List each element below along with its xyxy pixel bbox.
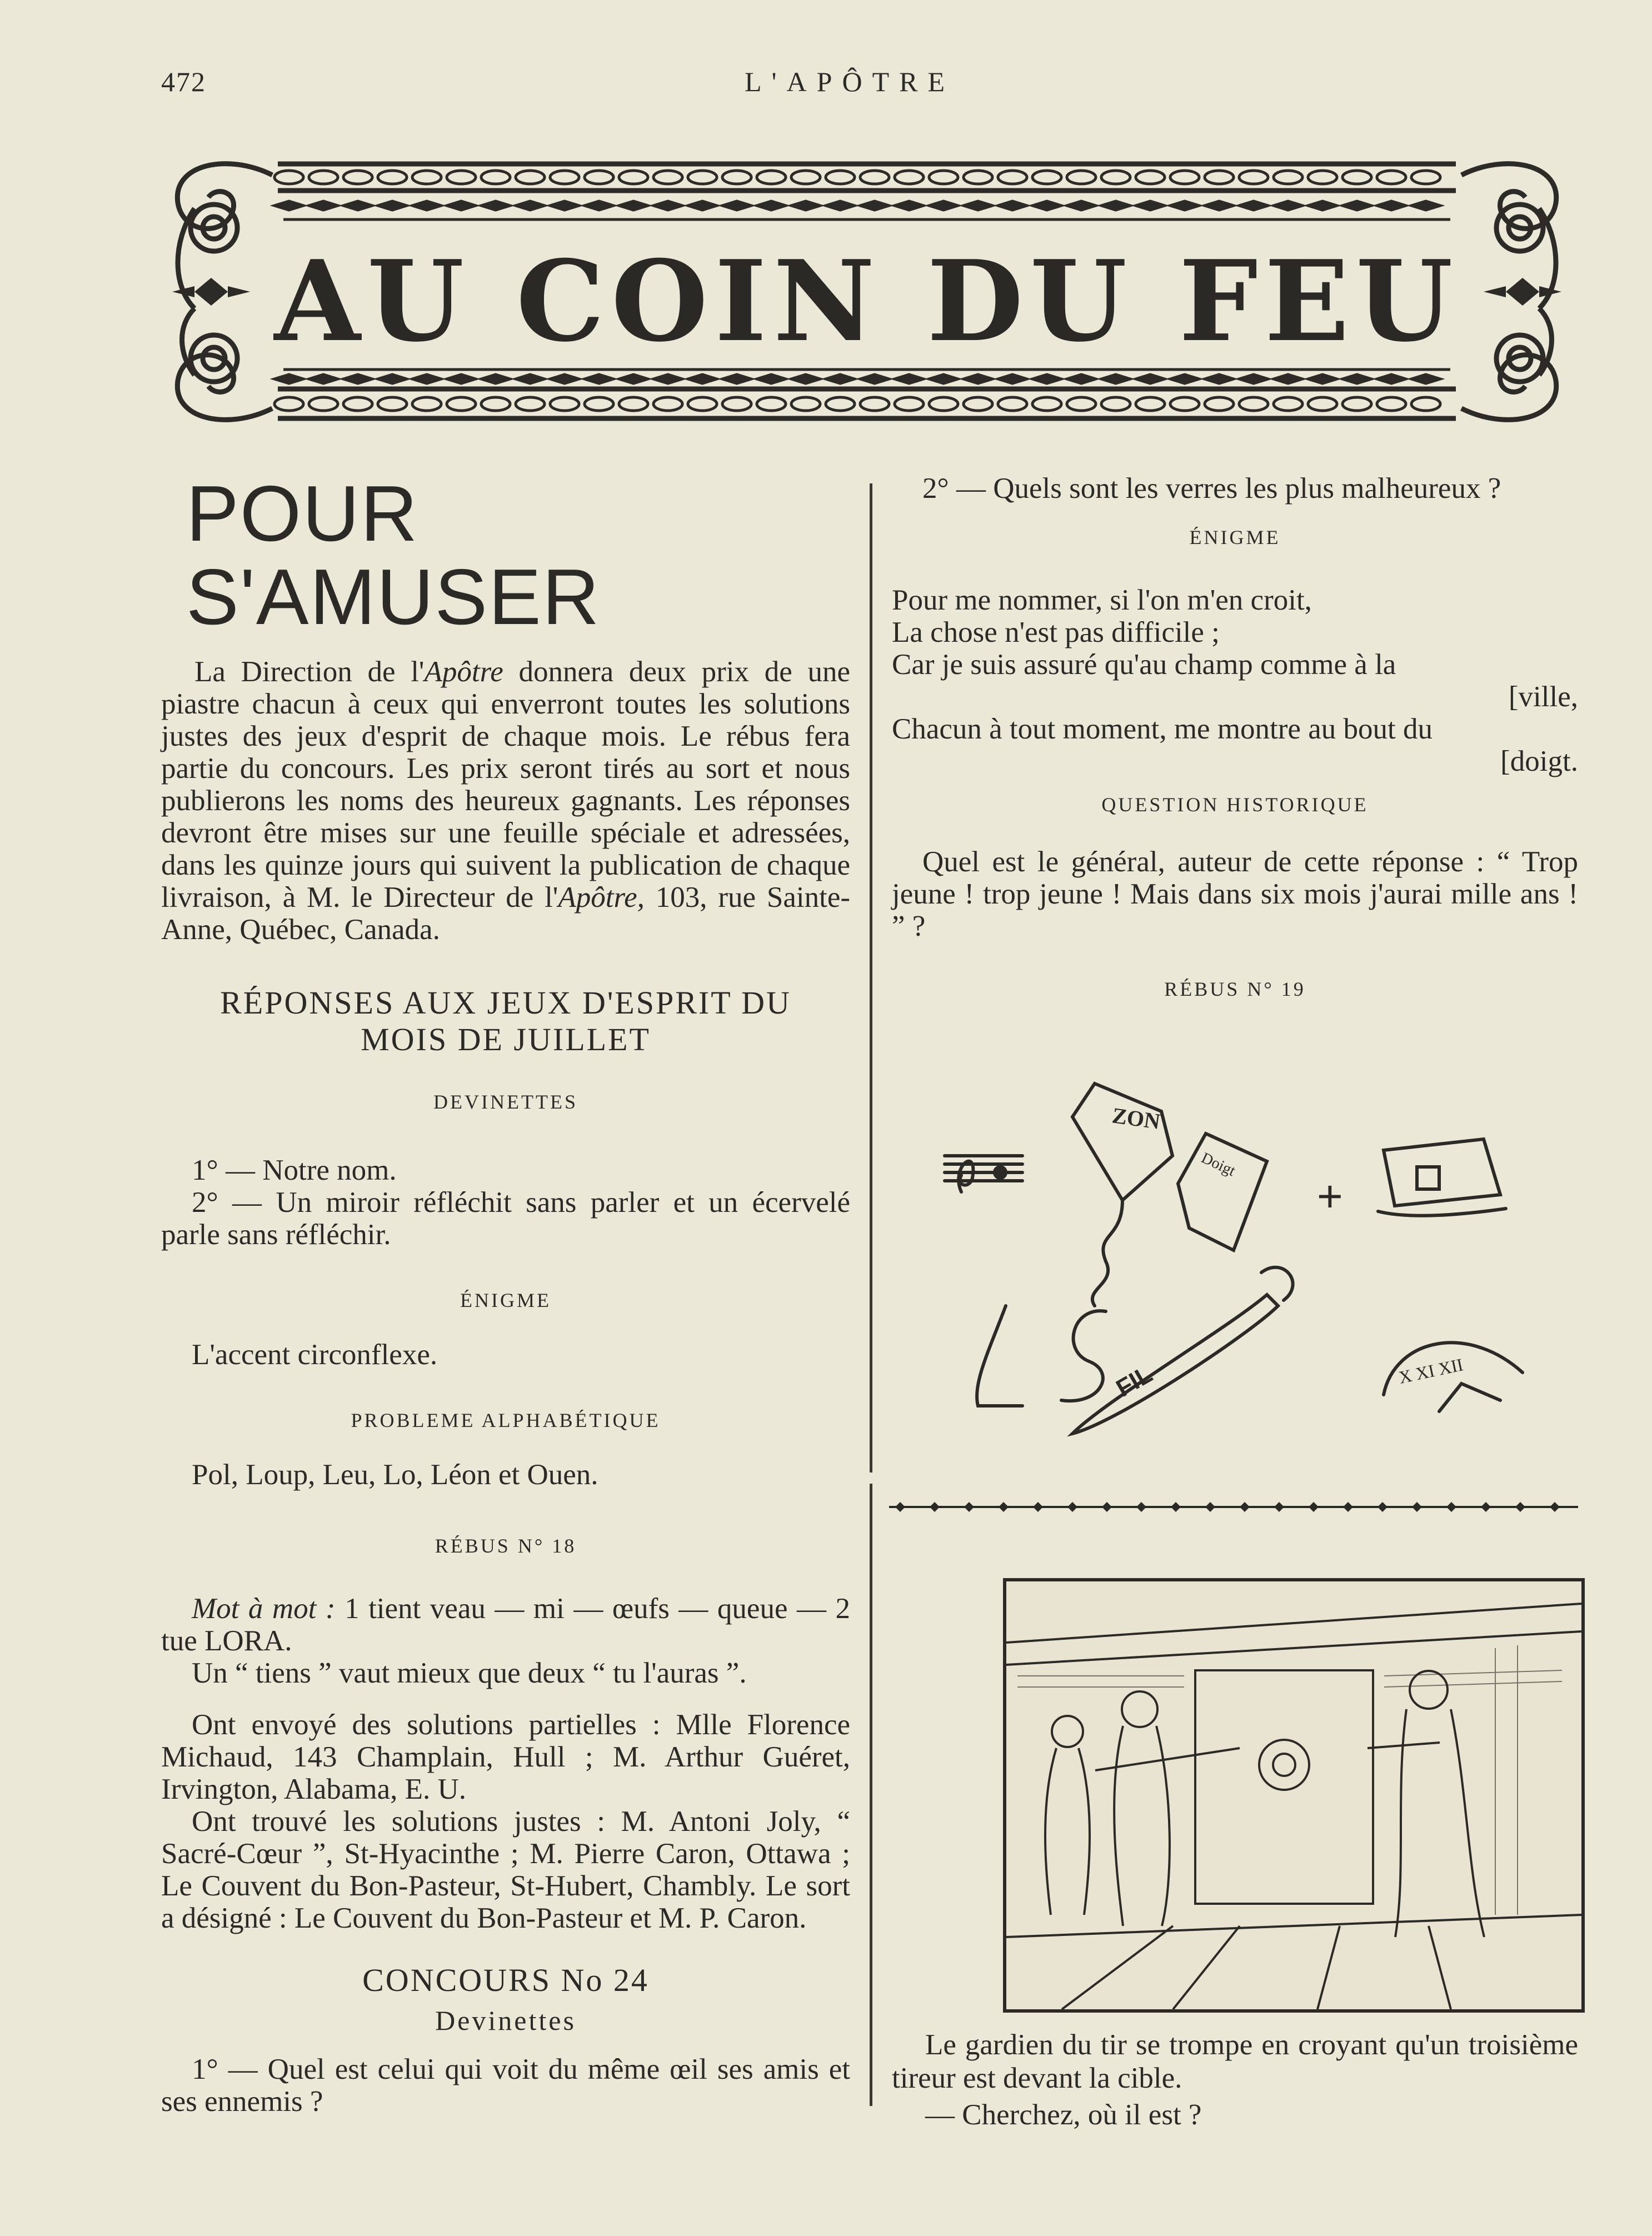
rebus-18-label: Mot à mot : — [192, 1593, 336, 1625]
concours-title: CONCOURS No 24 — [362, 1962, 649, 1998]
rebus-18-line1: 1 tient veau — mi — œufs — queue — 2 tue LORA. — [161, 1593, 850, 1657]
enigme-line-2: La chose n'est pas difficile ; — [892, 616, 1220, 648]
enigme-line-4-cont: [doigt. — [1500, 745, 1578, 777]
rebus-zon-text: ZON — [1110, 1102, 1162, 1134]
letter-l-icon — [977, 1306, 1022, 1406]
intro-italic-2: Apôtre, — [558, 881, 645, 914]
enigme-answer: L'accent circonflexe. — [192, 1339, 438, 1371]
intro-italic-1: Apôtre — [424, 656, 503, 688]
rebus-18-heading: RÉBUS N° 18 — [435, 1535, 577, 1557]
section-title: AU COIN DU FEU — [274, 236, 1460, 367]
correct-solutions: Ont trouvé les solutions justes : M. Antoni Joly, “ Sacré-Cœur ”, St-Hyacinthe ; M. Pierre Caron, Ottawa ; Le Couvent du Bon-Pasteur, St-Hubert, Chambly. Le sort a désigné : Le Couvent du Bon-Pasteur et M. P. Caron. — [161, 1805, 850, 1934]
intro-text-2: donnera deux prix de une piastre chacun à ceux qui enverront toutes les solutions justes des jeux d'esprit de chaque mois. Le rébus fera partie du concours. Les prix seront tirés au sort et nous publierons les noms des heureux gagnants. Les réponses devront être mises sur une feuille spéciale et adressées, dans les quinze jours qui suivent la publication de chaque livraison, à M. le Directeur de l' — [161, 656, 850, 914]
enigme-line-4: Chacun à tout moment, me montre au bout du — [892, 713, 1433, 745]
concours-devinettes: Devinettes — [435, 2005, 576, 2036]
devinettes-heading: DEVINETTES — [433, 1091, 578, 1113]
right-column — [892, 472, 1578, 1005]
rebus-plus-sign: + — [1317, 1171, 1343, 1221]
enigme-line-3-cont: [ville, — [1508, 681, 1578, 713]
concours-question-1: 1° — Quel est celui qui voit du même œil ses amis et ses ennemis ? — [161, 2053, 850, 2118]
illustration-caption — [892, 2028, 1578, 2132]
partial-solutions: Ont envoyé des solutions partielles : Mlle Florence Michaud, 143 Champlain, Hull ; M. Arthur Guéret, Irvington, Alabama, E. U. — [161, 1709, 850, 1805]
enigme-line-3: Car je suis assuré qu'au champ comme à la — [892, 648, 1396, 681]
left-column — [161, 472, 850, 2118]
concours-question-2: 2° — Quels sont les verres les plus malheureux ? — [922, 472, 1501, 505]
running-title: L'APÔTRE — [745, 66, 955, 97]
historique-heading: QUESTION HISTORIQUE — [1101, 793, 1369, 816]
enigme-line-1: Pour me nommer, si l'on m'en croit, — [892, 584, 1312, 616]
rebus-clock-numerals: X XI XII — [1396, 1354, 1465, 1387]
caption-line-1: Le gardien du tir se trompe en croyant qu'un troisième tireur est devant la cible. — [892, 2029, 1578, 2094]
enigme-heading-left: ÉNIGME — [460, 1289, 551, 1311]
rebus-18-answer — [161, 1593, 850, 1657]
rebus-18-meaning: Un “ tiens ” vaut mieux que deux “ tu l'auras ”. — [192, 1657, 747, 1689]
pour-samuser-title: POUR S'AMUSER — [186, 470, 601, 641]
shooting-gallery-illustration — [1003, 1578, 1585, 2013]
intro-text-3: 103, rue Sainte-Anne, Québec, Canada. — [161, 881, 850, 946]
probleme-answer: Pol, Loup, Leu, Lo, Léon et Ouen. — [192, 1459, 598, 1491]
house-icon — [1378, 1139, 1506, 1216]
s-shape-icon — [1061, 1311, 1106, 1401]
rebus-19-heading: RÉBUS N° 19 — [1164, 978, 1306, 1000]
diamond-separator — [889, 1500, 1578, 1514]
intro-text-1: La Direction de l' — [194, 656, 425, 688]
probleme-heading: PROBLEME ALPHABÉTIQUE — [351, 1409, 661, 1431]
answers-title: RÉPONSES AUX JEUX D'ESPRIT DU MOIS DE JUILLET — [220, 985, 791, 1057]
rebus-19-drawing — [939, 1072, 1550, 1439]
caption-line-2: — Cherchez, où il est ? — [925, 2099, 1202, 2131]
page-number: 472 — [161, 66, 206, 97]
column-divider-lower — [870, 1484, 872, 2106]
column-divider — [870, 483, 872, 1473]
rebus-fil-text: FIL — [1111, 1360, 1157, 1403]
sword-icon — [1072, 1267, 1293, 1434]
enigme-poem — [892, 584, 1578, 777]
intro-paragraph — [161, 656, 850, 946]
devinette-answer-2: 2° — Un miroir réfléchit sans parler et un écervelé parle sans réfléchir. — [161, 1186, 850, 1251]
historique-question: Quel est le général, auteur de cette réponse : “ Trop jeune ! trop jeune ! Mais dans six mois j'aurai mille ans ! ” ? — [892, 846, 1578, 942]
music-staff-icon — [945, 1156, 1022, 1192]
devinette-answer-1: 1° — Notre nom. — [192, 1154, 397, 1186]
shooting-gallery-drawing — [1006, 1581, 1581, 2009]
rebus-doigt-text: Doigt — [1199, 1149, 1238, 1180]
banner — [161, 142, 1573, 442]
paper-icon — [1178, 1134, 1267, 1250]
enigme-heading-right: ÉNIGME — [1189, 526, 1281, 548]
